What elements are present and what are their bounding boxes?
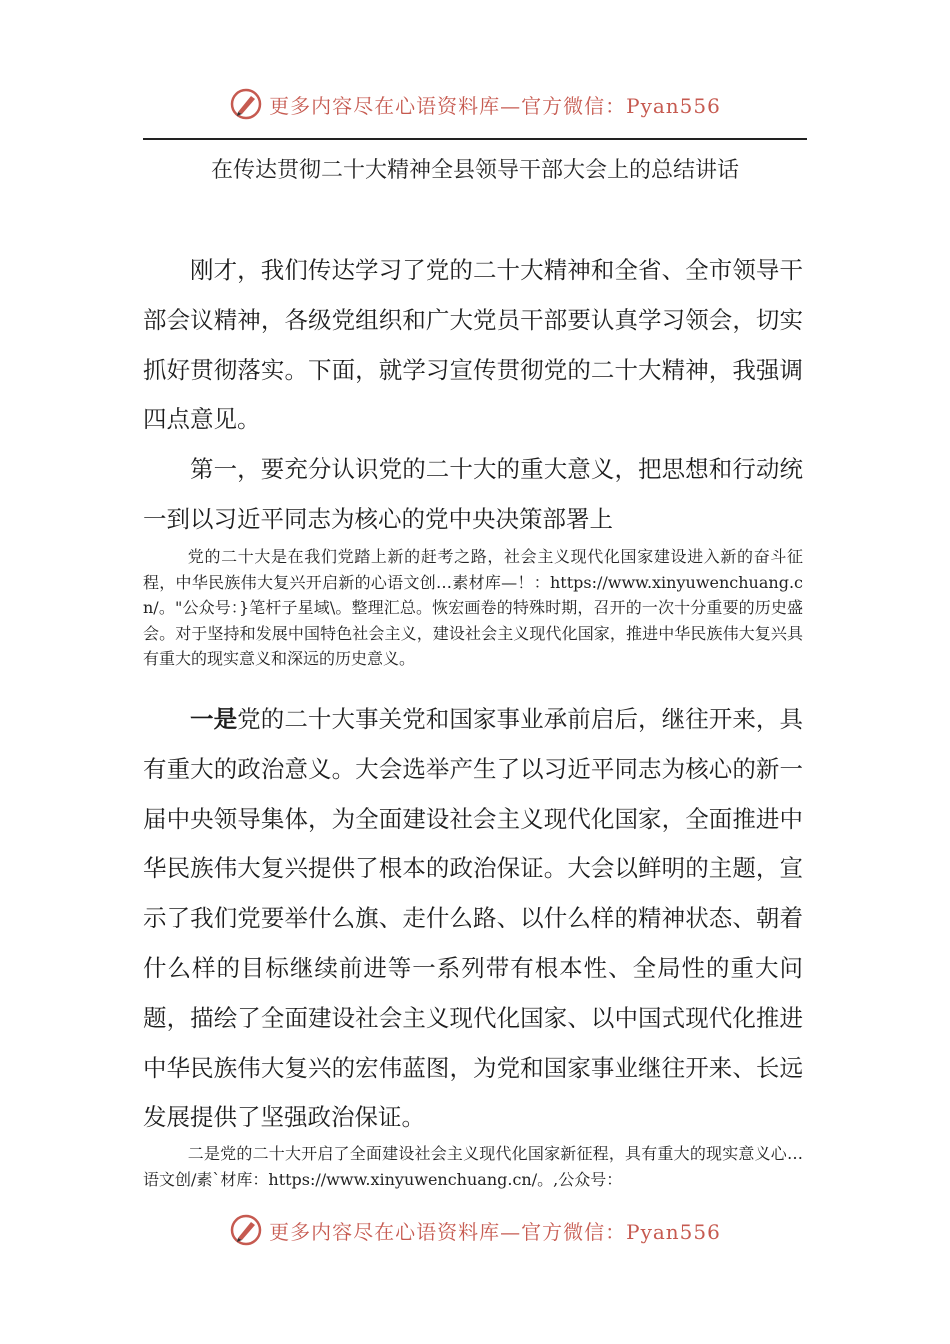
- point1-paragraph: [143, 695, 803, 1143]
- point1-text: 党的二十大事关党和国家事业承前启后，继往开来，具有重大的政治意义。大会选举产生了以习近平同志为核心的新一届中央领导集体，为全面建设社会主义现代化国家，全面推进中华民族伟大复兴提供了根本的政治保证。大会以鲜明的主题，宣示了我们党要举什么旗、走什么路、以什么样的精神状态、朝着什么样的目标继续前进等一系列带有根本性、全局性的重大问题，描绘了全面建设社会主义现代化国家、以中国式现代化推进中华民族伟大复兴的宏伟蓝图，为党和国家事业继往开来、长远发展提供了坚强政治保证。: [143, 705, 804, 1132]
- document-body: [143, 246, 803, 545]
- footer-banner-text: 更多内容尽在心语资料库—官方微信：Pyan556: [269, 1219, 721, 1244]
- small-paragraph-1-block: [143, 544, 803, 672]
- point1-lead: 一是: [190, 705, 238, 733]
- point1-block: [143, 695, 803, 1143]
- small-paragraph-2-block: [143, 1141, 803, 1192]
- header-banner-text: 更多内容尽在心语资料库—官方微信：Pyan556: [269, 93, 721, 118]
- pen-nib-icon: [229, 1213, 263, 1247]
- intro-paragraph: 刚才，我们传达学习了党的二十大精神和全省、全市领导干部会议精神，各级党组织和广大党员干部要认真学习领会，切实抓好贯彻落实。下面，就学习宣传贯彻党的二十大精神，我强调四点意见。: [143, 256, 803, 434]
- header-banner: [0, 84, 950, 124]
- document-title: 在传达贯彻二十大精神全县领导干部大会上的总结讲话: [210, 158, 739, 183]
- pen-nib-icon: [229, 87, 263, 121]
- footer-banner: [0, 1210, 950, 1250]
- small-paragraph-2: 二是党的二十大开启了全面建设社会主义现代化国家新征程，具有重大的现实意义心…语文创/素`材库：https://www.xinyuwenchuang.cn/。,公众号：: [143, 1144, 803, 1189]
- small-paragraph-1: 党的二十大是在我们党踏上新的赶考之路，社会主义现代化国家建设进入新的奋斗征程，中华民族伟大复兴开启新的心语文创…素材库—！：https://www.xinyuwenchuang.cn/。"公众号：}笔杆子星域\。整理汇总。恢宏画卷的特殊时期，召开的一次十分重要的历史盛会。对于坚持和发展中国特色社会主义，建设社会主义现代化国家，推进中华民族伟大复兴具有重大的现实意义和深远的历史意义。: [143, 547, 803, 669]
- header-divider: [143, 138, 807, 140]
- section1-heading: 第一，要充分认识党的二十大的重大意义，把思想和行动统一到以习近平同志为核心的党中央决策部署上: [143, 455, 803, 533]
